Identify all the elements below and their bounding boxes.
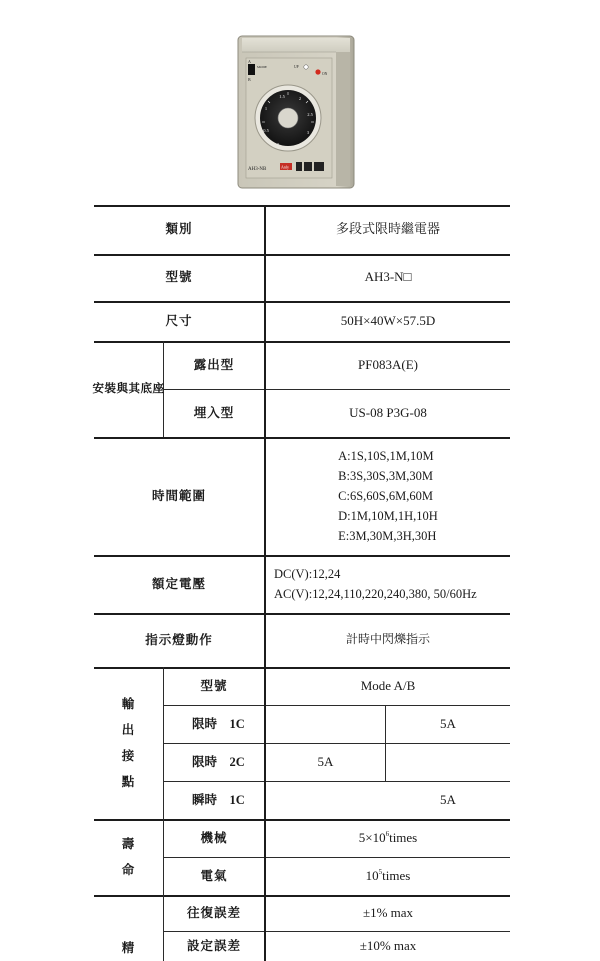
acc-repeat-value: ±1% max [362, 904, 414, 920]
output-timed1c-label: 限時 1C [192, 716, 245, 731]
indicator-value: 計時中閃爍指示 [345, 632, 430, 647]
size-value: 50H×40W×57.5D [340, 312, 436, 328]
up-label-text: UP [294, 65, 299, 69]
model-label: 型號 [165, 270, 193, 285]
dial-tick-4: 2 [298, 96, 302, 101]
dial-tick-0: 0 [276, 142, 280, 147]
time-range-c: C:6S,60S,6M,60M [338, 489, 433, 503]
acc-setting-label: 設定誤差 [186, 938, 241, 953]
life-mech-value [266, 819, 510, 857]
life-mech-label: 機械 [200, 830, 228, 845]
mode-label-text: MODE [257, 65, 267, 69]
life-elec-exp: 5 [378, 868, 383, 877]
on-label-text: ON [322, 72, 328, 76]
model-value: AH3-N□ [364, 269, 412, 285]
time-range-e: E:3M,30M,3H,30H [338, 529, 437, 543]
life-label [94, 819, 163, 895]
output-char-1: 出 [121, 722, 136, 737]
dial-tick-1: 0.5 [263, 128, 269, 133]
output-char-3: 點 [121, 775, 136, 790]
product-image [236, 34, 356, 190]
time-range-b: B:3S,30S,3M,30M [338, 469, 433, 483]
indicator-label: 指示燈動作 [145, 632, 213, 647]
output-model-value: Mode A/B [360, 677, 416, 693]
voltage-values [274, 555, 510, 613]
output-timed1c-value: 5A [440, 715, 456, 731]
dial-tick-3: 1.5 [279, 94, 285, 99]
mount-label: 安裝與其底座 [92, 382, 165, 395]
mode-b-text: B [248, 77, 251, 82]
output-instant1c-value: 5A [440, 791, 456, 807]
life-mech-unit: times [389, 829, 418, 845]
life-mech-exp: 6 [385, 830, 390, 839]
accuracy-char-0: 精 [121, 940, 136, 955]
size-label: 尺寸 [165, 313, 193, 328]
mount-embedded-label: 埋入型 [193, 405, 235, 420]
brand-text: Anly [281, 164, 289, 170]
dial-tick-6: 3 [306, 130, 310, 135]
life-char-0: 壽 [121, 836, 136, 851]
mode-a-text: A [248, 59, 251, 64]
output-char-0: 輸 [121, 696, 136, 711]
spec-table [94, 205, 510, 961]
output-timed2c-label: 限時 2C [192, 754, 245, 769]
output-model-label: 型號 [200, 678, 228, 693]
mount-exposed-value: PF083A(E) [358, 356, 418, 372]
dial-tick-5: 2.5 [307, 112, 313, 117]
acc-setting-value: ±10% max [359, 937, 417, 953]
life-mech-base: 5×10 [358, 829, 386, 845]
life-elec-label: 電氣 [200, 868, 228, 883]
accuracy-label [94, 935, 163, 961]
life-elec-unit: times [382, 867, 411, 883]
life-char-1: 命 [121, 863, 136, 877]
life-elec-value [266, 857, 510, 895]
life-elec-base: 10 [365, 867, 379, 883]
product-model-text: AH3-NB [248, 167, 267, 172]
time-range-d: D:1M,10M,1H,10H [338, 509, 438, 523]
category-label: 類別 [165, 222, 193, 237]
output-label [94, 667, 163, 819]
time-range-values [266, 437, 510, 555]
dial-tick-2: 1 [264, 106, 268, 111]
voltage-ac: AC(V):12,24,110,220,240,380, 50/60Hz [274, 587, 477, 601]
mount-exposed-label: 露出型 [193, 357, 235, 372]
mount-embedded-value: US-08 P3G-08 [349, 404, 427, 420]
category-value: 多段式限時繼電器 [335, 221, 440, 237]
voltage-label: 額定電壓 [151, 576, 206, 591]
output-char-2: 接 [121, 749, 136, 763]
time-range-label: 時間範圍 [151, 488, 206, 503]
output-instant1c-label: 瞬時 1C [192, 792, 245, 807]
acc-repeat-label: 往復誤差 [186, 905, 241, 920]
time-range-a: A:1S,10S,1M,10M [338, 449, 434, 463]
voltage-dc: DC(V):12,24 [274, 567, 341, 581]
output-timed2c-value: 5A [317, 753, 334, 769]
